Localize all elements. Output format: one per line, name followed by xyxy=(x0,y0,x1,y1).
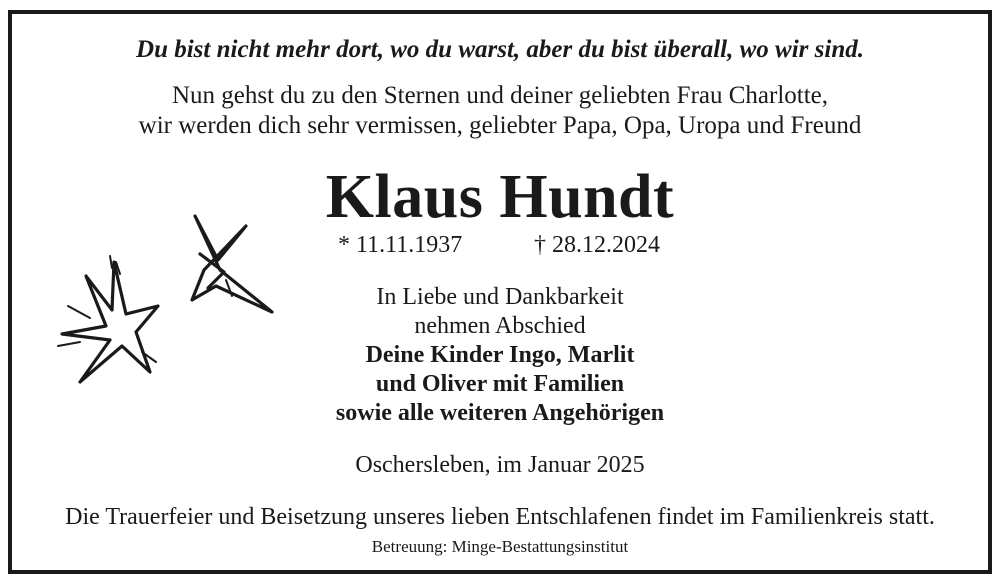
place-and-date: Oschersleben, im Januar 2025 xyxy=(355,452,645,478)
funeral-home-credit: Betreuung: Minge-Bestattungsinstitut xyxy=(371,537,629,556)
birth-date: * 11.11.1937 xyxy=(338,232,463,258)
deceased-name: Klaus Hundt xyxy=(325,163,675,231)
funeral-info: Die Trauerfeier und Beisetzung unseres lieben Entschlafenen findet im Familienkreis statt. xyxy=(65,504,935,530)
mourners-line-1: Deine Kinder Ingo, Marlit xyxy=(365,342,635,368)
obituary-frame xyxy=(8,10,992,574)
closing-line-2: nehmen Abschied xyxy=(414,313,586,339)
mourners-line-2: und Oliver mit Familien xyxy=(375,371,625,397)
mourners-line-3: sowie alle weiteren Angehörigen xyxy=(335,400,665,426)
intro-line-1: Nun gehst du zu den Sternen und deiner geliebten Frau Charlotte, xyxy=(171,82,829,109)
death-date: † 28.12.2024 xyxy=(534,232,660,258)
motto-quote: Du bist nicht mehr dort, wo du warst, aber du bist überall, wo wir sind. xyxy=(136,36,864,63)
closing-line-1: In Liebe und Dankbarkeit xyxy=(376,284,624,310)
intro-line-2: wir werden dich sehr vermissen, geliebter Papa, Opa, Uropa und Freund xyxy=(138,112,862,139)
